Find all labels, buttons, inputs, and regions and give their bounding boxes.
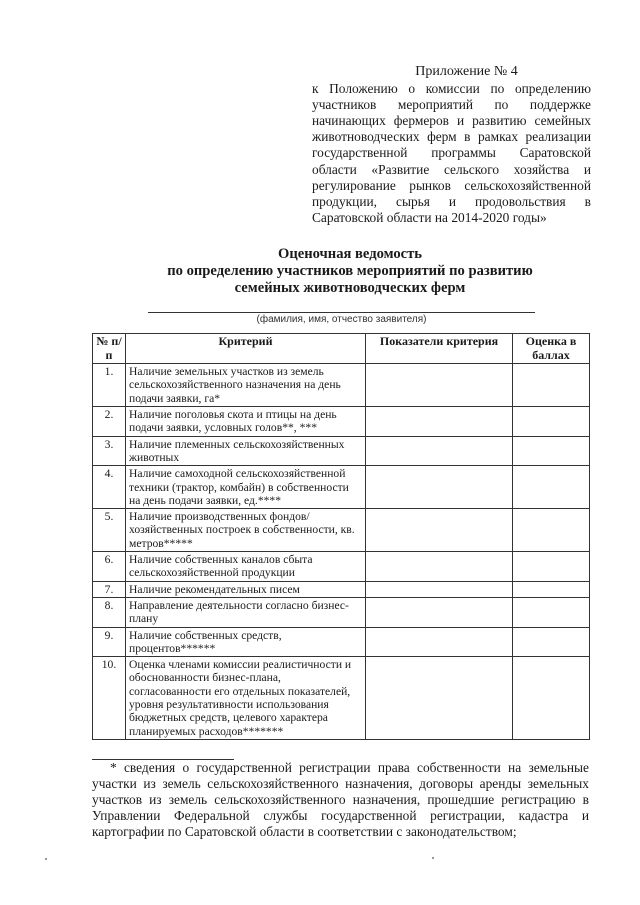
applicant-name-caption: (фамилия, имя, отчество заявителя) <box>256 314 427 325</box>
row-num: 6. <box>93 552 126 582</box>
table-row <box>93 509 590 552</box>
row-score-cell <box>513 436 590 466</box>
appendix-title: Приложение № 4 <box>415 64 518 79</box>
row-criterion: Наличие самоходной сельскохозяйственной техники (трактор, комбайн) в собственности на день подачи заявки, ед.**** <box>126 466 366 509</box>
table-row <box>93 407 590 437</box>
header-score: Оценка в баллах <box>513 334 590 364</box>
row-indicator-cell <box>366 509 513 552</box>
row-num: 3. <box>93 436 126 466</box>
scan-speck <box>432 857 434 859</box>
row-score-cell <box>513 466 590 509</box>
heading-line-3: семейных животноводческих ферм <box>234 280 466 296</box>
footnote-text: * сведения о государственной регистрации права собственности на земельные участки из земель сельскохозяйственного назначения, договоры аренды земельных участков из земель сельскохозяйственного назначения, прошедшие регистрацию в Управлении Федеральной службы государственной регистрации, кадастра и картографии по Саратовской области в соответствии с законодательством; <box>92 760 589 839</box>
table-row <box>93 597 590 627</box>
row-indicator-cell <box>366 466 513 509</box>
row-num: 4. <box>93 466 126 509</box>
row-score-cell <box>513 627 590 657</box>
table-row <box>93 364 590 407</box>
row-indicator-cell <box>366 627 513 657</box>
row-num: 7. <box>93 581 126 597</box>
appendix-text: к Положению о комиссии по определению участников мероприятий по поддержке начинающих фермеров и развитию семейных животноводческих ферм в рамках реализации государственной программы Саратовской области «Развитие сельского хозяйства и регулирование рынков сельскохозяйственной продукции, сырья и продовольствия в Саратовской области на 2014-2020 годы» <box>312 81 591 225</box>
row-num: 10. <box>93 657 126 740</box>
row-indicator-cell <box>366 581 513 597</box>
criteria-table <box>92 333 590 740</box>
row-criterion: Наличие рекомендательных писем <box>126 581 366 597</box>
row-criterion: Направление деятельности согласно бизнес-плану <box>126 597 366 627</box>
row-criterion: Наличие племенных сельскохозяйственных животных <box>126 436 366 466</box>
row-indicator-cell <box>366 407 513 437</box>
row-score-cell <box>513 364 590 407</box>
row-criterion: Наличие производственных фондов/ хозяйственных построек в собственности, кв. метров***** <box>126 509 366 552</box>
row-indicator-cell <box>366 657 513 740</box>
row-num: 2. <box>93 407 126 437</box>
row-score-cell <box>513 407 590 437</box>
applicant-name-line <box>148 312 535 313</box>
scan-speck <box>45 858 47 860</box>
row-num: 1. <box>93 364 126 407</box>
table-row <box>93 466 590 509</box>
row-score-cell <box>513 509 590 552</box>
row-criterion: Наличие земельных участков из земель сельскохозяйственного назначения на день подачи заявки, га* <box>126 364 366 407</box>
row-criterion: Наличие собственных средств, процентов****** <box>126 627 366 657</box>
table-header-row <box>93 334 590 364</box>
row-criterion: Наличие поголовья скота и птицы на день подачи заявки, условных голов**, *** <box>126 407 366 437</box>
heading-line-2: по определению участников мероприятий по развитию <box>167 263 533 279</box>
table-row <box>93 436 590 466</box>
heading-line-1: Оценочная ведомость <box>277 246 423 262</box>
header-num: № п/п <box>93 334 126 364</box>
row-indicator-cell <box>366 552 513 582</box>
row-score-cell <box>513 581 590 597</box>
table-row <box>93 657 590 740</box>
row-score-cell <box>513 552 590 582</box>
row-criterion: Наличие собственных каналов сбыта сельскохозяйственной продукции <box>126 552 366 582</box>
row-score-cell <box>513 597 590 627</box>
row-criterion: Оценка членами комиссии реалистичности и обоснованности бизнес-плана, согласованности его отдельных показателей, уровня результативности использования бюджетных средств, целевого характера планируемых расходов******* <box>126 657 366 740</box>
row-num: 8. <box>93 597 126 627</box>
table-row <box>93 581 590 597</box>
row-num: 5. <box>93 509 126 552</box>
table-row <box>93 627 590 657</box>
table-row <box>93 552 590 582</box>
row-score-cell <box>513 657 590 740</box>
row-indicator-cell <box>366 436 513 466</box>
document-heading <box>80 246 620 297</box>
appendix-block <box>312 64 591 226</box>
row-indicator-cell <box>366 364 513 407</box>
row-num: 9. <box>93 627 126 657</box>
header-criterion: Критерий <box>126 334 366 364</box>
header-indicators: Показатели критерия <box>366 334 513 364</box>
row-indicator-cell <box>366 597 513 627</box>
